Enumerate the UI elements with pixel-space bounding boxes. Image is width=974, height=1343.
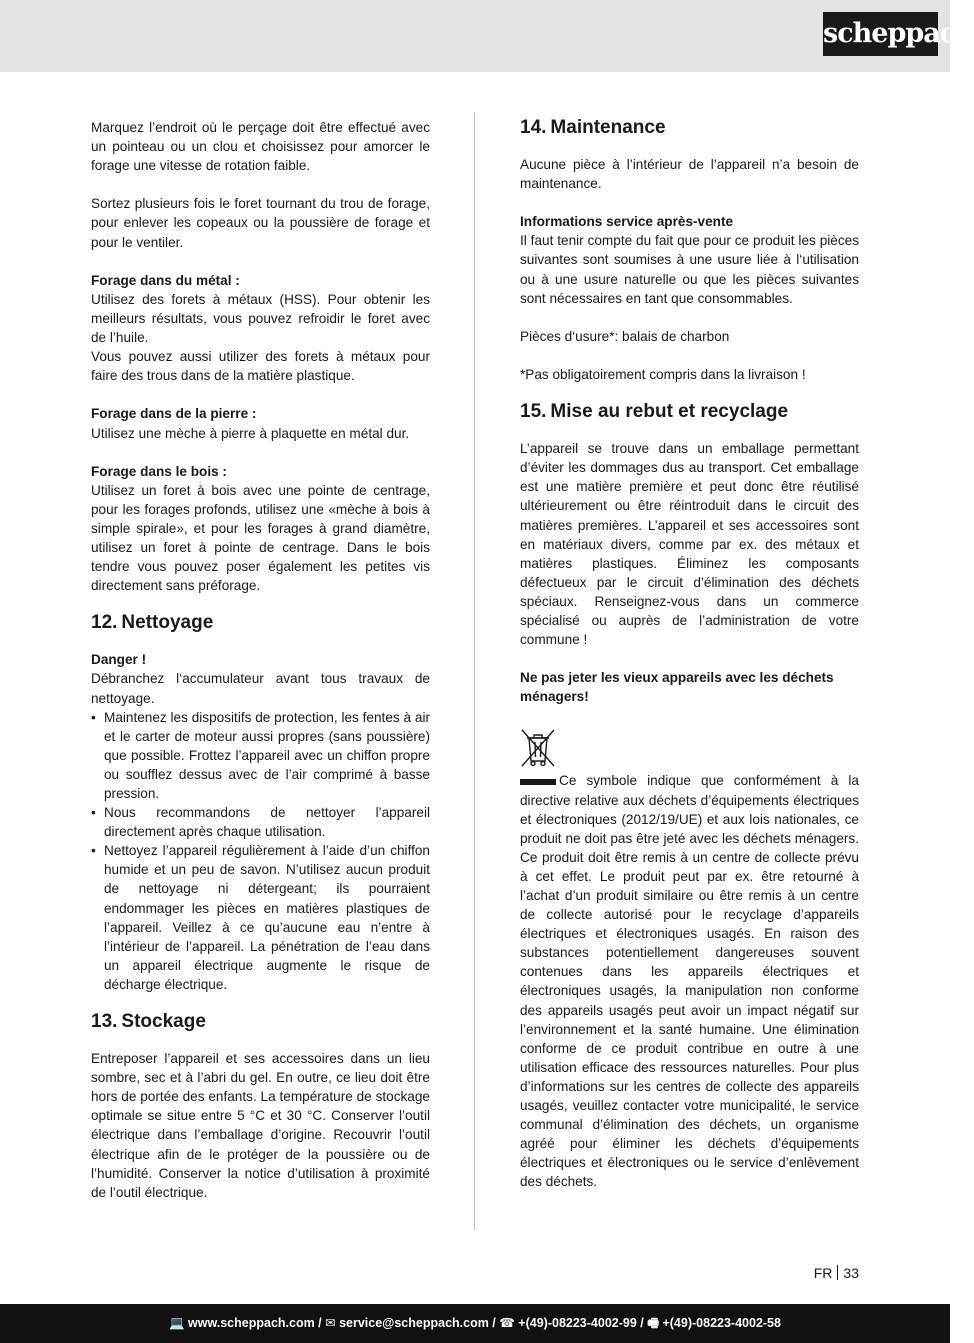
paragraph: Aucune pièce à l’intérieur de l’appareil n’a besoin de maintenance. (520, 157, 859, 192)
page-number: FR 33 (813, 1265, 859, 1281)
paragraph: Sortez plusieurs fois le foret tournant du trou de forage, pour enlever les copeaux ou la poussière de forage et pour le ventiler. (91, 196, 430, 250)
section-heading-disposal: 15. Mise au rebut et recyclage (520, 401, 789, 423)
wear-parts: Pièces d‘usure*: balais de charbon (520, 328, 730, 344)
black-bar (520, 779, 556, 785)
subheading-metal: Forage dans du métal : (91, 272, 240, 288)
paragraph: Utilisez une mèche à pierre à plaquette en métal dur. (91, 425, 410, 441)
footer-contact: 💻 www.scheppach.com / ✉ service@scheppach.com / ☎ +(49)-08223-4002-99 / 🖷 +(49)-08223-4002-58 (0, 1304, 950, 1343)
brand-logo: scheppach (823, 12, 938, 56)
section-heading-storage: 13. Stockage (91, 1011, 206, 1033)
paragraph: Débranchez l‘accumulateur avant tous travaux de nettoyage. (91, 671, 430, 706)
subheading-stone: Forage dans de la pierre : (91, 406, 257, 422)
paragraph: Utilisez des forets à métaux (HSS). Pour obtenir les meilleurs résultats, vous pouvez refroidir le foret avec de l’huile. (91, 291, 430, 346)
paragraph: Vous pouvez aussi utilizer des forets à métaux pour faire des trous dans de la matière plastique. (91, 349, 430, 384)
paragraph: L’appareil se trouve dans un emballage permettant d’éviter les dommages dus au transport. Cet emballage est une matière première et peut donc être réutilisé ultérieurement ou être réintroduit dans le circuit des matières premières. L’appareil et ses accessoires sont en matériaux divers, comme par ex. des métaux et matières plastiques. Éliminez les composants défectueux par le circuit d’élimination des déchets spéciaux. Renseignez-vous dans un commerce spécialisé ou auprès de l’administration de votre commune ! (520, 441, 859, 648)
crossed-bin-icon (520, 728, 556, 768)
right-column (520, 118, 859, 1192)
paragraph: Il faut tenir compte du fait que pour ce produit les pièces suivantes sont soumises à une usure liée à l‘utilisation ou à une usure naturelle ou que les pièces suivantes sont nécessaires en tant que consommables. (520, 233, 859, 306)
left-column (91, 118, 430, 1202)
cleaning-list (91, 708, 430, 994)
list-item: • Nous recommandons de nettoyer l’appareil directement après chaque utilisation. (91, 803, 430, 841)
subheading-service: Informations service après-vente (520, 214, 734, 230)
danger-label: Danger ! (91, 652, 147, 668)
paragraph: Marquez l’endroit où le perçage doit être effectué avec un pointeau ou un clou et choisissez pour amorcer le forage une vitesse de rotation faible. (91, 120, 430, 174)
footnote: *Pas obligatoirement compris dans la livraison ! (520, 367, 806, 383)
paragraph: Entreposer l’appareil et ses accessoires dans un lieu sombre, sec et à l’abri du gel. En outre, ce lieu doit être hors de portée des enfants. La température de stockage optimale se situe entre 5 °C et 30 °C. Conserver l’outil électrique dans l’emballage d’origine. Recouvrir l’outil électrique afin de le protéger de la poussière ou de l’humidité. Conserver la notice d’utilisation à proximité de l’outil électrique. (91, 1051, 430, 1200)
warning-text: Ne pas jeter les vieux appareils avec les déchets ménagers! (520, 670, 834, 705)
paragraph: Utilisez un foret à bois avec une pointe de centrage, pour les forages profonds, utilisez une «mèche à bois à simple spirale», et pour les forages à grand diamètre, utilisez un foret à pointe de centrage. Dans le bois tendre vous pouvez poser également les petites vis directement sans préforage. (91, 482, 430, 594)
list-item: • Nettoyez l’appareil régulièrement à l’aide d’un chiffon humide et un peu de savon. N’utilisez aucun produit de nettoyage ni détergeant; ils pourraient endommager les pièces en matières plastiques de l’appareil. Veillez à ce qu’aucune eau n’entre à l’intérieur de l’appareil. La pénétration de l’eau dans un appareil électrique augmente le risque de décharge électrique. (91, 841, 430, 994)
section-heading-cleaning: 12. Nettoyage (91, 612, 214, 634)
column-divider (474, 112, 475, 1230)
subheading-wood: Forage dans le bois : (91, 463, 227, 479)
list-item: • Maintenez les dispositifs de protection, les fentes à air et le carter de moteur aussi propres (sans poussière) que possible. Frottez l’appareil avec un chiffon propre ou soufflez dessus avec de l’air comprimé à basse pression. (91, 708, 430, 803)
paragraph-weee: Ce symbole indique que conformément à la directive relative aux déchets d’équipements électriques et électroniques (2012/19/UE) et aux lois nationales, ce produit ne doit pas être jeté avec les déchets ménagers. Ce produit doit être remis à un centre de collecte prévu à cet effet. Le produit peut par ex. être retourné à l’achat d’un produit similaire ou être remis à un centre de collecte autorisé pour le recyclage d’appareils électriques et électroniques usagés. En raison des substances potentiellement dangereuses souvent contenues dans les appareils électriques et électroniques usagés, la manipulation non conforme des appareils usagés peut avoir un impact négatif sur l’environnement et la santé humaine. Une élimination conforme de ce produit contribue en outre à une utilisation efficace des ressources naturelles. Pour plus d’informations sur les centres de collecte des appareils usagés, veuillez contacter votre municipalité, le service communal d’élimination des déchets, un organisme agréé pour éliminer les déchets d’équipements électriques et électroniques ou le service d’enlèvement des déchets. (520, 773, 859, 1190)
header-bar (0, 0, 974, 72)
section-heading-maintenance: 14. Maintenance (520, 117, 666, 138)
